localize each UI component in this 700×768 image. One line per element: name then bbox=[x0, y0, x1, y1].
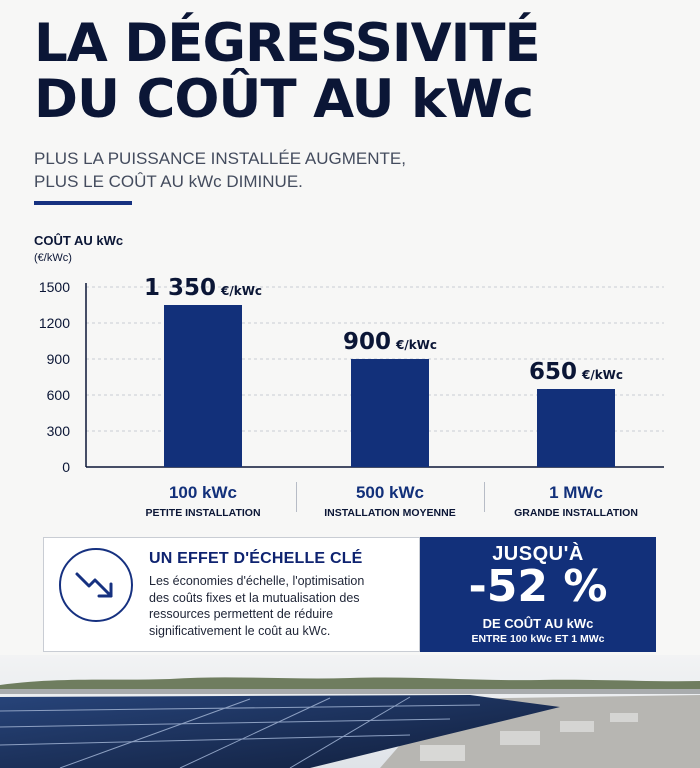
x-category-sublabel-3: GRANDE INSTALLATION bbox=[514, 507, 638, 519]
bar-3 bbox=[537, 389, 615, 467]
panel-title: UN EFFET D'ÉCHELLE CLÉ bbox=[149, 550, 363, 567]
panel-body bbox=[149, 573, 414, 639]
stat-head: JUSQU'À bbox=[492, 543, 584, 565]
trend-down-icon bbox=[59, 548, 133, 622]
x-category-label-1: 100 kWc bbox=[168, 483, 238, 502]
accent-rule bbox=[34, 201, 132, 205]
subtitle-line-2: PLUS LE COÛT AU kWc DIMINUE. bbox=[34, 172, 303, 191]
y-axis-title: COÛT AU kWc bbox=[34, 233, 124, 248]
x-category-label-3: 1 MWc bbox=[549, 483, 603, 502]
page-subtitle bbox=[34, 147, 406, 193]
bar-1 bbox=[164, 305, 242, 467]
stat-value: -52 % bbox=[468, 561, 608, 612]
category-divider-1 bbox=[296, 482, 297, 512]
bar-value-label-3: 650 €/kWc bbox=[528, 359, 624, 385]
x-category-label-2: 500 kWc bbox=[355, 483, 425, 502]
bar-2 bbox=[351, 359, 429, 467]
y-tick-label-900: 900 bbox=[46, 351, 70, 367]
y-tick-label-1200: 1200 bbox=[38, 315, 70, 331]
solar-roof-photo bbox=[0, 655, 700, 768]
bar-value-label-2: 900 €/kWc bbox=[342, 329, 438, 355]
panel-body-line-3: ressources permettent de réduire bbox=[149, 607, 334, 621]
reduction-stat-box bbox=[420, 537, 656, 652]
panel-body-line-1: Les économies d'échelle, l'optimisation bbox=[149, 574, 365, 588]
bar-chart bbox=[0, 260, 700, 530]
page-title bbox=[34, 13, 540, 130]
stat-range: ENTRE 100 kWc ET 1 MWc bbox=[471, 633, 605, 645]
y-tick-label-600: 600 bbox=[46, 387, 70, 403]
y-tick-label-0: 0 bbox=[62, 459, 70, 475]
stat-caption: DE COÛT AU kWc bbox=[482, 616, 594, 631]
category-divider-2 bbox=[484, 482, 485, 512]
x-category-sublabel-2: INSTALLATION MOYENNE bbox=[324, 507, 456, 519]
bar-value-label-1: 1 350 €/kWc bbox=[143, 275, 263, 301]
panel-body-line-4: significativement le coût au kWc. bbox=[149, 623, 331, 638]
x-category-sublabel-1: PETITE INSTALLATION bbox=[145, 507, 261, 519]
title-line-2: DU COÛT AU kWc bbox=[34, 69, 534, 130]
subtitle-line-1: PLUS LA PUISSANCE INSTALLÉE AUGMENTE, bbox=[34, 149, 406, 168]
y-tick-label-300: 300 bbox=[46, 423, 70, 439]
title-line-1: LA DÉGRESSIVITÉ bbox=[34, 13, 540, 74]
scale-effect-panel bbox=[43, 537, 420, 652]
y-tick-label-1500: 1500 bbox=[38, 279, 70, 295]
y-axis-unit: (€/kWc) bbox=[34, 252, 72, 264]
panel-body-line-2: des coûts fixes et la mutualisation des bbox=[149, 590, 360, 605]
